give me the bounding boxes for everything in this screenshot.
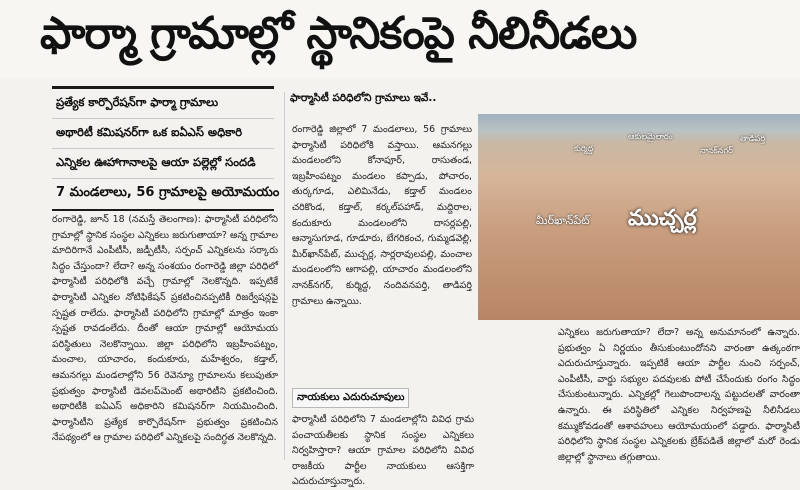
article-column-2: రంగారెడ్డి జిల్లాలో 7 మండలాలు, 56 గ్రామాలు ఫార్మాసిటీ పరిధిలోకి వస్తాయి. ఆమనగల్లు మండలంలోని కోనాపూర్, రాసుతండ, ఇబ్రహీంపట్నం మండలం కప్పాడు, పోచారం, తుర్కగూడ, ఎలిమినేడు, కడ్తాల్ మండలం చరికొండ, కడ్తాల్, కర్కల్‌పహాడ్, మద్దిరాల, కందుకూరు మండలంలోని దాసర్లపల్లి, ఆన్మాసుగూడ, గూడూరు, బేగరికంచ, గుమ్మడవెల్లి, మీర్‌ఖాన్‌పేట్, ముచ్చర్ల, సార్లరావులపల్లి, మంచాల మండలంలోని ఆగాపల్లి, యాచారం మండలంలోని నానక్‌నగర్, కుర్మిద్ద, నందివనపర్తి, తాడిపర్తి గ్రామాలు ఉన్నాయి. <box>292 124 472 307</box>
photo-label-main: ముచ్చర్ల <box>628 206 697 231</box>
article-column-1: రంగారెడ్డి, జూన్ 18 (నమస్తే తెలంగాణ): ఫార్మాసిటీ పరిధిలోని గ్రామాల్లో స్థానిక సంస్థల ఎన్నికలు జరుగుతాయా? అన్న గ్రామాల మాదిరిగానే ఎంపీటీసీ, జడ్పీటీసీ, సర్పంచ్ ఎన్నికలను సర్కారు సిద్ధం చేస్తుందా? లేదా? అన్న సంశయం రంగారెడ్డి జిల్లా పరిధిలో ఫార్మాసిటీ పరిధిలోకి వచ్చే గ్రామాల్లో నెలకొన్నది. ఇప్పటికే ఫార్మాసిటీ ఎన్నికల నోటిఫికేషన్ ప్రకటించినప్పటికీ రిజర్వేషన్లపై స్పష్టత రాలేదు. ఫార్మాసిటీ పరిధిలోని గ్రామాల్లో మాత్రం ఇంకా స్పష్టత రావడంలేదు. దీంతో ఆయా గ్రామాల్లో ఆయోమయ పరిస్థితులు నెలకొన్నాయి. జిల్లా పరిధిలోని ఇబ్రహీంపట్నం, మంచాల, యాచారం, కందుకూరు, మహేశ్వరం, కడ్తాల్, ఆమనగల్లు మండలాల్లోని 56 రెవెన్యూ గ్రామాలను కలుపుతూ ప్రభుత్వం ఫార్మాసిటీ డెవలప్‌మెంట్ అథారిటీని ప్రకటించింది. అథారిటీకి ఐఏఎస్ అధికారిని కమిషనర్‌గా నియమించింది. ఫార్మాసిటీని ప్రత్యేక కార్పొరేషన్‌గా ప్రభుత్వం ప్రకటించిన నేపథ్యంలో ఆ గ్రామాల పరిధిలో ఎన్నికలపై సందిగ్ధత నెలకొన్నది. <box>52 214 278 444</box>
photo-label-3: నానక్‌నగర్ <box>700 146 733 155</box>
headline: ఫార్మా గ్రామాల్లో స్థానికంపై నీలినీడలు <box>0 0 800 78</box>
photo-label-4: తాడిపర్తి <box>740 134 766 143</box>
photo-label-1: కుర్మిద్ద <box>574 144 594 153</box>
subhead-mandals: 7 మండలాలు, 56 గ్రామాలపై అయోమయం <box>52 179 274 211</box>
subhead-elections: ఎన్నికల ఊహాగానాలపై ఆయా పల్లెల్లో సందడి <box>52 149 274 179</box>
leaders-waiting-heading: నాయకులు ఎదురుచూపులు <box>292 388 409 408</box>
aerial-map-photo <box>478 114 800 320</box>
subheads <box>52 86 280 211</box>
photo-label-secondary: మీర్‌ఖాన్‌పేట్ <box>536 214 590 227</box>
subhead-corporation: ప్రత్యేక కార్పొరేషన్‌గా ఫార్మా గ్రామాలు <box>52 86 274 119</box>
column-divider <box>284 92 285 460</box>
photo-label-2: ఆకులమైలారం <box>628 132 673 141</box>
article-column-3: ఎన్నికలు జరుగుతాయా? లేదా? అన్న అనుమానంలో ఉన్నారు. ప్రభుత్వం ఏ నిర్ణయం తీసుకుంటుందోనని వారంతా ఉత్కంఠగా ఎదురుచూస్తున్నారు. ఇప్పటికే ఆయా పార్టీల నుంచి సర్పంచ్, ఎంపీటీసీ, వార్డు సభ్యుల పదవులకు పోటీ చేసేందుకు రంగం సిద్ధం చేసుకుంటున్నారు. ఎన్నికల్లో గెలుపొందాలన్న పట్టుదలతో వారంతా ఉన్నారు. ఈ పరిస్థితిలో ఎన్నికల నిర్వహణపై నీలినీడలు కమ్ముకోవడంతో ఆశావహులు ఆయోమయంలో పడ్డారు. ఫార్మాసిటీ పరిధిలోని స్థానిక సంస్థల ఎన్నికలకు బ్రేక్‌పడితే జిల్లాలో మరో రెండు జిల్లాల్లో స్థానాలు తగ్గుతాయి. <box>558 327 800 463</box>
subhead-authority: అథారిటీ కమిషనర్‌గా ఒక ఐఏఎస్ అధికారి <box>52 119 274 149</box>
villages-list-heading: ఫార్మాసిటీ పరిధిలోని గ్రామాలు ఇవే.. <box>290 92 437 104</box>
article-column-2b: ఫార్మాసిటీ పరిధిలోని 7 మండలాల్లోని వివిధ గ్రామ పంచాయతీలకు స్థానిక సంస్థల ఎన్నికలు నిర్వహిస్తారా? ఆయా గ్రామాల పరిధిలోని వివిధ రాజకీయ పార్టీల నాయకులు ఆసక్తిగా ఎదురుచూస్తున్నారు. <box>292 414 474 488</box>
